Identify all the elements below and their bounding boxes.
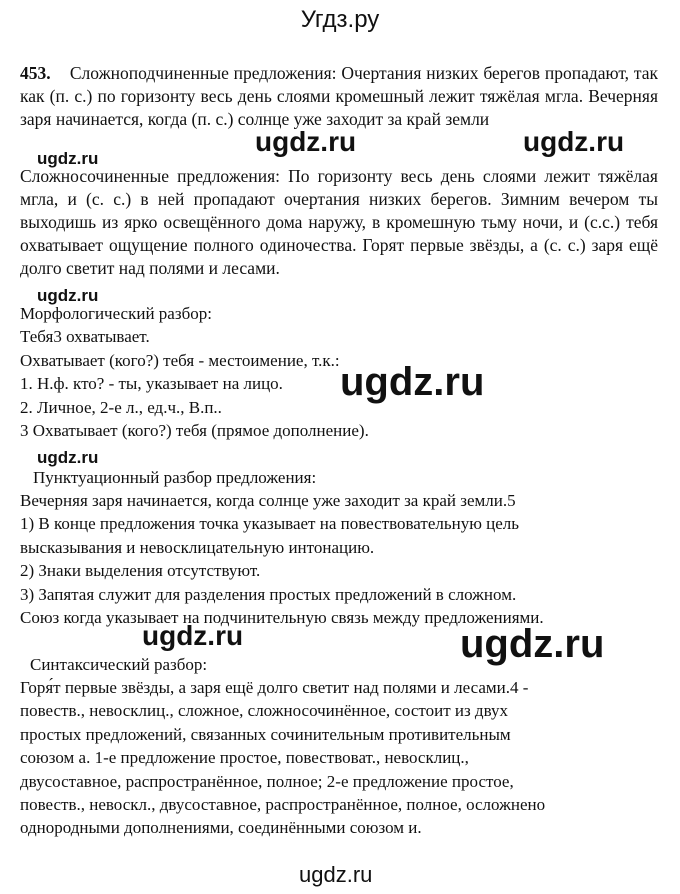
synt-line: Горя́т первые звёзды, а заря ещё долго светит над полями и лесами.4 - — [20, 678, 529, 697]
synt-line: повеств., невоскл., двусоставное, распространённое, полное, осложнено — [20, 795, 546, 814]
paragraph-2-text: Сложносочиненные предложения: По горизонту весь день слоями лежит тяжёлая мгла, и (с. с.) в ней пропадают очертания низких берегов. Зимним вечером ты выходишь из ярко освещённого дома наружу, в кромешную тьму ночи, и (с.с.) тебя охватывает ощущение полного одиночества. Горят первые звёзды, а (с. с.) заря ещё долго светит над полями и лесами. — [20, 166, 658, 278]
watermark: ugdz.ru — [460, 622, 605, 666]
site-title: Угдз.ру — [300, 6, 380, 33]
synt-line: простых предложений, связанных сочинительным противительным — [20, 725, 511, 744]
synt-line: двусоставное, распространённое, полное; 2-е предложение простое, — [20, 772, 514, 791]
morph-line: 1. Н.ф. кто? - ты, указывает на лицо. — [20, 374, 283, 393]
punct-line: Вечерняя заря начинается, когда солнце уже заходит за край земли.5 — [20, 491, 516, 510]
punct-line: 3) Запятая служит для разделения простых предложений в сложном. — [20, 585, 517, 604]
paragraph-complex-coordinate — [20, 165, 658, 280]
morph-line: Охватывает (кого?) тебя - местоимение, т.к.: — [20, 351, 340, 370]
morph-line: 2. Личное, 2-е л., ед.ч., В.п.. — [20, 398, 222, 417]
paragraph-complex-subordinate — [20, 62, 658, 131]
task-number: 453. — [20, 63, 51, 83]
punct-heading: Пунктуационный разбор предложения: — [33, 468, 317, 487]
watermark: ugdz.ru — [37, 286, 99, 305]
punct-line: высказывания и невосклицательную интонацию. — [20, 538, 375, 557]
watermark: ugdz.ru — [255, 126, 357, 157]
watermark: ugdz.ru — [37, 149, 99, 168]
punct-line: 1) В конце предложения точка указывает на повествовательную цель — [20, 514, 520, 533]
punct-line: Союз когда указывает на подчинительную связь между предложениями. — [20, 608, 544, 627]
watermark: ugdz.ru — [340, 360, 485, 404]
punct-line: 2) Знаки выделения отсутствуют. — [20, 561, 261, 580]
watermark: ugdz.ru — [142, 620, 244, 651]
paragraph-1-text: Сложноподчиненные предложения: Очертания низких берегов пропадают, так как (п. с.) по горизонту весь день слоями кромешный лежит тяжёлая мгла. Вечерняя заря начинается, когда (п. с.) солнце уже заходит за край земли — [20, 63, 658, 129]
morph-heading: Морфологический разбор: — [20, 304, 212, 323]
watermark: ugdz.ru — [523, 126, 625, 157]
morph-line: 3 Охватывает (кого?) тебя (прямое дополнение). — [20, 421, 369, 440]
morph-line: Тебя3 охватывает. — [20, 327, 150, 346]
synt-line: однородными дополнениями, соединёнными союзом и. — [20, 818, 422, 837]
synt-line: союзом а. 1-е предложение простое, повествоват., невосклиц., — [20, 748, 469, 767]
synt-line: повеств., невосклиц., сложное, сложносочинённое, состоит из двух — [20, 701, 509, 720]
synt-heading: Синтаксический разбор: — [30, 655, 208, 674]
watermark: ugdz.ru — [299, 862, 373, 887]
watermark: ugdz.ru — [37, 448, 99, 467]
